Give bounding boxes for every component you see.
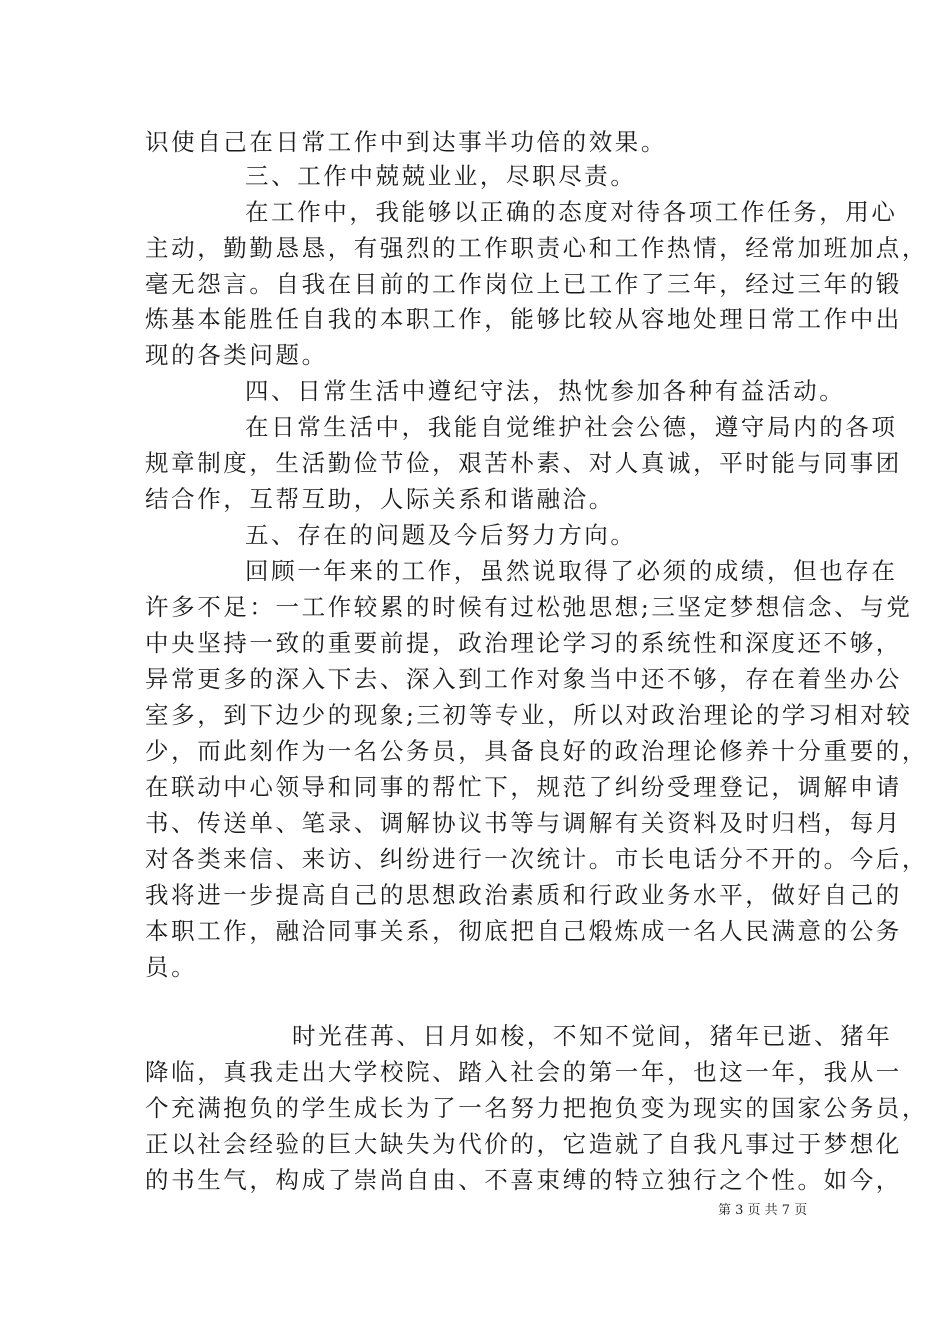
- text-line: 回顾一年来的工作，虽然说取得了必须的成绩，但也存在: [245, 557, 898, 585]
- text-line: 的书生气，构成了崇尚自由、不喜束缚的特立独行之个性。如今，: [145, 1166, 902, 1194]
- text-line: 结合作，互帮互助，人际关系和谐融洽。: [145, 485, 615, 513]
- text-line: 毫无怨言。自我在目前的工作岗位上已工作了三年，经过三年的锻: [145, 270, 902, 298]
- text-line: 我将进一步提高自己的思想政治素质和行政业务水平，做好自己的: [145, 881, 902, 909]
- text-line: 许多不足：一工作较累的时候有过松弛思想;三坚定梦想信念、与党: [145, 593, 913, 621]
- text-line: 在联动中心领导和同事的帮忙下，规范了纠纷受理登记，调解申请: [145, 773, 902, 801]
- text-line: 三、工作中兢兢业业，尽职尽责。: [245, 162, 637, 190]
- page-number-footer: 第 3 页 共 7 页: [718, 1203, 808, 1218]
- text-line: 规章制度，生活勤俭节俭，艰苦朴素、对人真诚，平时能与同事团: [145, 449, 902, 477]
- text-line: 本职工作，融洽同事关系，彻底把自己煅炼成一名人民满意的公务: [145, 917, 902, 945]
- text-line: 书、传送单、笔录、调解协议书等与调解有关资料及时归档，每月: [145, 809, 902, 837]
- text-line: 主动，勤勤恳恳，有强烈的工作职责心和工作热情，经常加班加点，: [145, 234, 928, 262]
- text-line: 四、日常生活中遵纪守法，热忱参加各种有益活动。: [245, 377, 846, 405]
- text-line: 五、存在的问题及今后努力方向。: [245, 521, 637, 549]
- text-line: 炼基本能胜任自我的本职工作，能够比较从容地处理日常工作中出: [145, 305, 902, 333]
- text-line: 少，而此刻作为一名公务员，具备良好的政治理论修养十分重要的，: [145, 737, 928, 765]
- text-line: 识使自己在日常工作中到达事半功倍的效果。: [145, 128, 667, 156]
- text-line: 在日常生活中，我能自觉维护社会公德，遵守局内的各项: [245, 413, 898, 441]
- text-line: 正以社会经验的巨大缺失为代价的，它造就了自我凡事过于梦想化: [145, 1130, 902, 1158]
- text-line: 在工作中，我能够以正确的态度对待各项工作任务，用心: [245, 198, 898, 226]
- text-line: 异常更多的深入下去、深入到工作对象当中还不够，存在着坐办公: [145, 665, 902, 693]
- text-line: 中央坚持一致的重要前提，政治理论学习的系统性和深度还不够，: [145, 629, 902, 657]
- text-line: 室多，到下边少的现象;三初等专业，所以对政治理论的学习相对较: [145, 701, 913, 729]
- text-line: 现的各类问题。: [145, 341, 328, 369]
- text-line: 对各类来信、来访、纠纷进行一次统计。市长电话分不开的。今后，: [145, 845, 928, 873]
- text-line: 员。: [145, 953, 198, 981]
- text-line: 时光荏苒、日月如梭，不知不觉间，猪年已逝、猪年: [292, 1022, 893, 1050]
- text-line: 降临，真我走出大学校院、踏入社会的第一年，也这一年，我从一: [145, 1058, 902, 1086]
- text-line: 个充满抱负的学生成长为了一名努力把抱负变为现实的国家公务员，: [145, 1094, 928, 1122]
